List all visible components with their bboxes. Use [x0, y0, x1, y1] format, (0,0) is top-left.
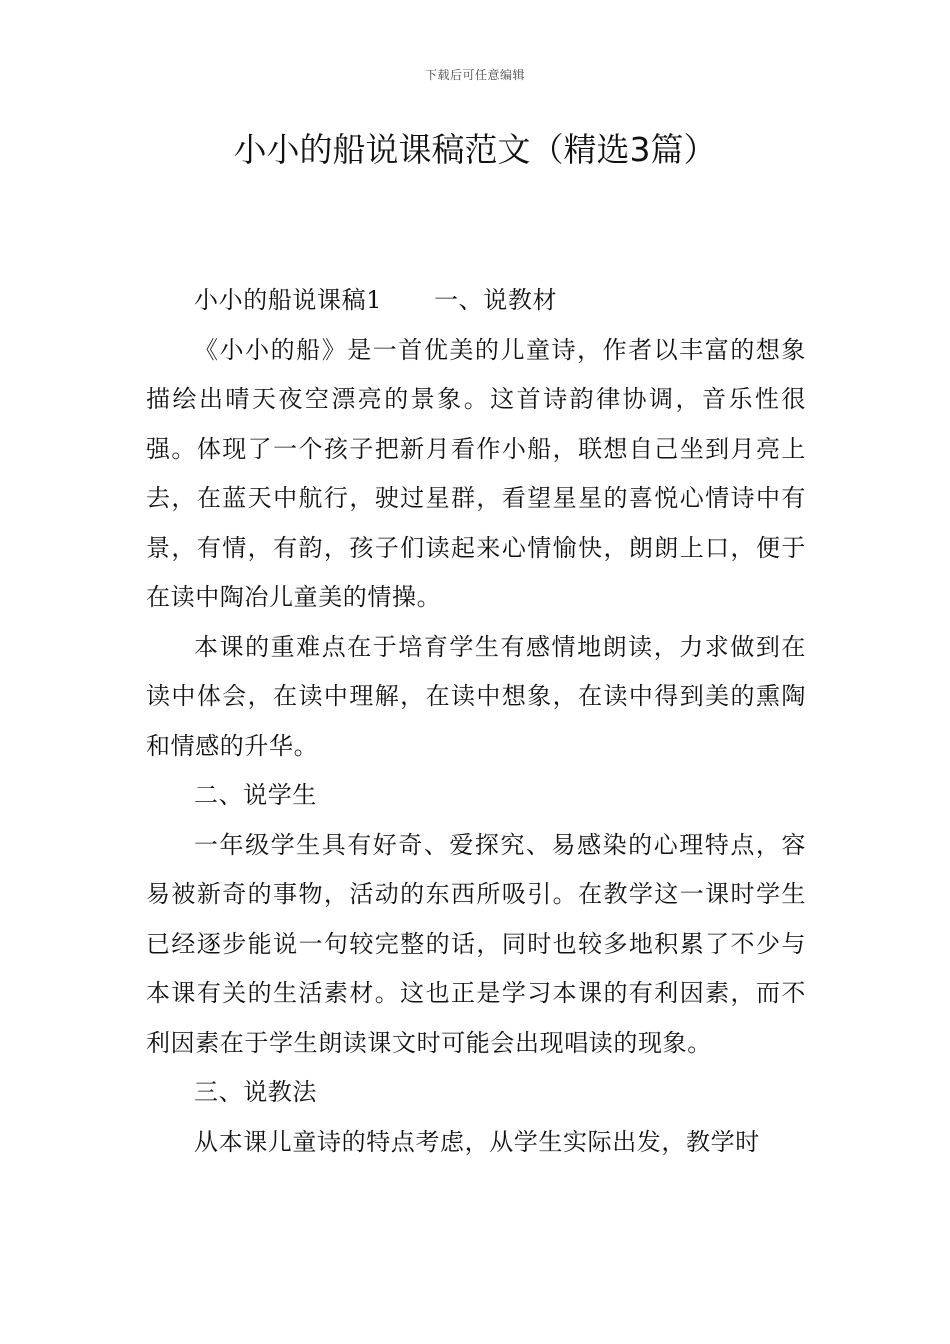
section-title: 小小的船说课稿1: [194, 286, 383, 314]
document-title: 小小的船说课稿范文（精选3篇）: [233, 130, 717, 169]
section-heading: 二、说学生: [194, 781, 317, 809]
paragraph: 《小小的船》是一首优美的儿童诗，作者以丰富的想象描绘出晴天夜空漂亮的景象。这首诗韵律协调，音乐性很强。体现了一个孩子把新月看作小船，联想自己坐到月亮上去，在蓝天中航行，驶过星群，看望星星的喜悦心情诗中有景，有情，有韵，孩子们读起来心情愉快，朗朗上口，便于在读中陶冶儿童美的情操。: [146, 335, 806, 611]
paragraph-intro: [146, 276, 806, 326]
document-body: [146, 276, 806, 1167]
paragraph: 本课的重难点在于培育学生有感情地朗读，力求做到在读中体会，在读中理解，在读中想象，在读中得到美的熏陶和情感的升华。: [146, 632, 806, 760]
section-heading: 一、说教材: [434, 286, 558, 314]
paragraph: 从本课儿童诗的特点考虑，从学生实际出发，教学时: [194, 1127, 760, 1156]
header-note: 下载后可任意编辑: [424, 68, 525, 82]
section-heading: 三、说教法: [194, 1078, 317, 1106]
paragraph: 一年级学生具有好奇、爱探究、易感染的心理特点，容易被新奇的事物，活动的东西所吸引。在教学这一课时学生已经逐步能说一句较完整的话，同时也较多地积累了不少与本课有关的生活素材。这也正是学习本课的有利因素，而不利因素在于学生朗读课文时可能会出现唱读的现象。: [146, 830, 806, 1057]
